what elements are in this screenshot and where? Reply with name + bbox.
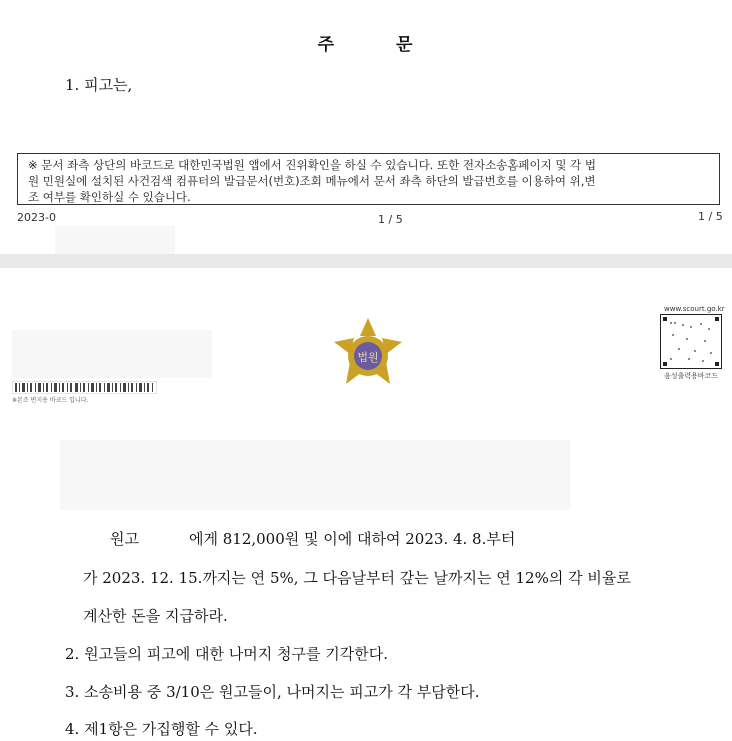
barcode-caption: ※본조 변지용 바코드 입니다. — [12, 397, 89, 404]
verification-notice-box — [17, 153, 720, 205]
emblem-text: 법원 — [357, 351, 379, 364]
page-break — [0, 254, 732, 268]
redacted-region — [60, 440, 570, 510]
order-body-line — [110, 528, 515, 549]
notice-line: 조 여부를 확인하실 수 있습니다. — [28, 190, 191, 204]
order-body-line: 가 2023. 12. 15.까지는 연 5%, 그 다음날부터 갚는 날까지는 연 12%의 각 비율로 — [83, 569, 631, 587]
footer-page-number: 1 / 5 — [378, 213, 403, 226]
document-barcode — [12, 381, 157, 394]
redacted-region — [55, 226, 175, 254]
footer-page-number-right: 1 / 5 — [698, 210, 723, 223]
order-item-4: 4. 제1항은 가집행할 수 있다. — [65, 720, 258, 738]
notice-line: 원 민원실에 설치된 사건검색 컴퓨터의 발급문서(번호)조회 메뉴에서 문서 좌측 하단의 발급번호를 이용하여 위,변 — [28, 174, 596, 188]
footer-date: 2023-0 — [17, 211, 56, 224]
notice-line: ※ 문서 좌측 상단의 바코드로 대한민국법원 앱에서 진위확인을 하실 수 있습니다. 또한 전자소송홈페이지 및 각 법 — [28, 158, 597, 172]
order-item-3: 3. 소송비용 중 3/10은 원고들이, 나머지는 피고가 각 부담한다. — [65, 683, 480, 701]
order-body-text: 에게 812,000원 및 이에 대하여 2023. 4. 8.부터 — [188, 530, 516, 548]
order-item-1-heading: 1. 피고는, — [65, 76, 133, 94]
court-emblem-icon — [330, 316, 406, 388]
redacted-region — [12, 330, 212, 378]
page-title — [0, 30, 732, 55]
order-body-line: 계산한 돈을 지급하라. — [83, 607, 228, 625]
title-char-2: 문 — [396, 35, 415, 55]
plaintiff-label: 원고 — [110, 530, 139, 548]
audio-barcode-label: 음성출력용바코드 — [664, 372, 719, 380]
audio-barcode-icon — [660, 314, 722, 369]
order-item-2: 2. 원고들의 피고에 대한 나머지 청구를 기각한다. — [65, 645, 388, 663]
title-char-1: 주 — [317, 35, 336, 55]
site-url: www.scourt.go.kr — [664, 305, 725, 313]
